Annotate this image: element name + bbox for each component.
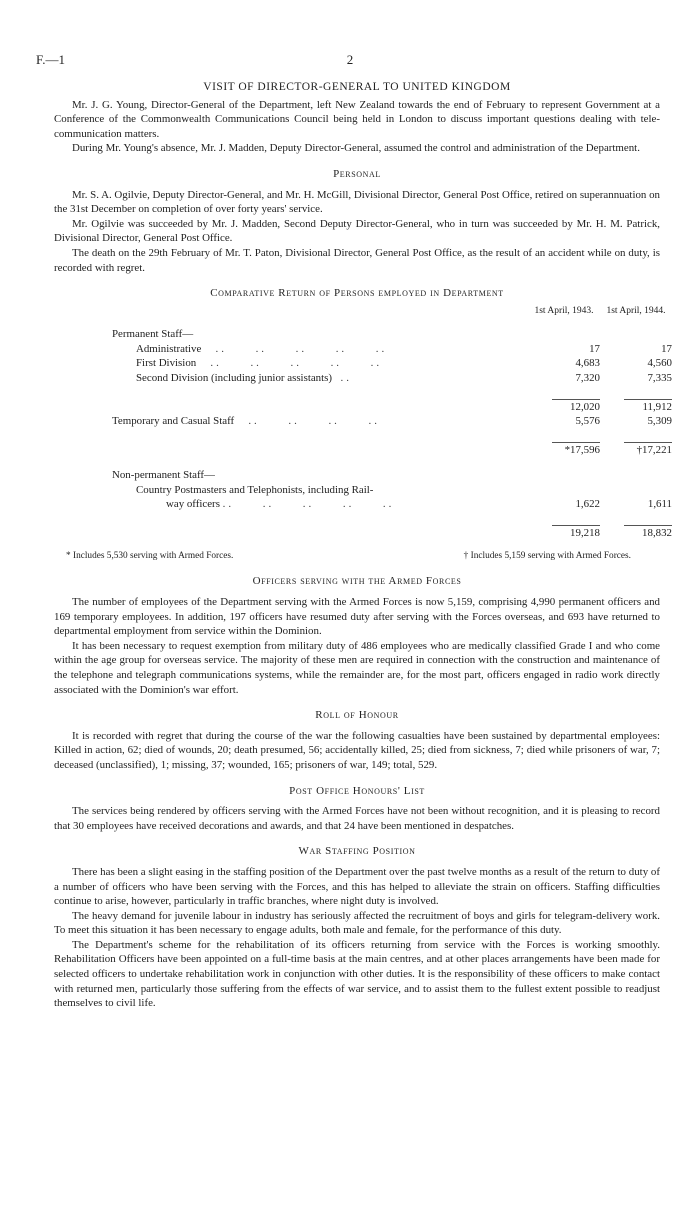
leader-dots: .. bbox=[334, 371, 352, 384]
section-heading-personal: Personal bbox=[333, 167, 381, 180]
leader-dots: .. .. .. .. .. bbox=[204, 342, 388, 355]
table-row bbox=[112, 497, 672, 512]
paragraph: The number of employees of the Department serving with the Armed Forces is now 5,159, comprising 4,990 permanent officers and 169 temporary employees. In addition, 197 officers have resumed duty after serving with the Forces overseas, and 693 have returned to departmental employment from service within the Dominion. bbox=[54, 596, 660, 638]
row-label: Non-permanent Staff— bbox=[112, 469, 215, 482]
cell-value: *17,596 bbox=[564, 444, 600, 457]
page-number: 2 bbox=[346, 52, 354, 67]
row-label: Country Postmasters and Telephonists, including Rail- bbox=[136, 483, 374, 496]
cell-value: 4,560 bbox=[647, 357, 672, 370]
row-label: Second Division (including junior assistants) bbox=[136, 371, 333, 384]
paragraph: The services being rendered by officers serving with the Armed Forces have not been without recognition, and it is pleasing to record that 30 employees have received decorations and awards, and that 24 have been mentioned in despatches. bbox=[54, 805, 660, 832]
table-row bbox=[112, 443, 672, 458]
table-row bbox=[112, 400, 672, 415]
paragraph: During Mr. Young's absence, Mr. J. Madden, Deputy Director-General, assumed the control and administration of the Department. bbox=[72, 142, 640, 155]
cell-value: 5,576 bbox=[575, 415, 600, 428]
cell-value: 11,912 bbox=[642, 400, 672, 413]
section-heading-armed-forces: Officers serving with the Armed Forces bbox=[252, 575, 462, 588]
section-heading-war-staffing: War Staffing Position bbox=[298, 845, 416, 858]
cell-value: 7,320 bbox=[575, 371, 600, 384]
staff-return-table bbox=[112, 303, 672, 541]
footnote: † Includes 5,159 serving with Armed Forces. bbox=[463, 550, 631, 561]
table-row bbox=[112, 414, 672, 429]
paragraph: There has been a slight easing in the staffing position of the Department over the past twelve months as a result of the return to duty of a number of officers who have been serving with the Forces, and this has helped to alleviate the strain on officers. Staffing difficulties continue to arise, however, particularly in traffic branches, where night duty is involved. bbox=[54, 865, 660, 908]
total-rule bbox=[112, 512, 672, 526]
cell-value: 5,309 bbox=[647, 415, 672, 428]
table-row bbox=[112, 356, 672, 371]
paragraph: The death on the 29th February of Mr. T. Paton, Divisional Director, General Post Office, as the result of an accident while on duty, is recorded with regret. bbox=[54, 246, 660, 274]
page-body bbox=[54, 80, 672, 1011]
cell-value: 1,611 bbox=[647, 498, 672, 511]
row-label: First Division bbox=[136, 357, 197, 370]
table-header-row bbox=[112, 303, 672, 317]
paragraph: It has been necessary to request exemption from military duty of 486 employees who are medically classified Grade I and who come within the age group for overseas service. The majority of these men are required in connection with the construction and maintenance of the telephone and telegraph communications systems, while the remainder are, for the most part, officers engaged in radio work directly associated with the Dominion's war effort. bbox=[54, 639, 660, 696]
table-footnotes bbox=[66, 549, 631, 564]
document-reference: F.—1 bbox=[36, 52, 65, 67]
paragraph: It is recorded with regret that during the course of the war the following casualties have been sustained by departmental employees: Killed in action, 62; died of wounds, 20; death presumed, 56; accidentally killed, 25; died from sickness, 7; died while prisoners of war, 7; deceased (unclassified), 1; missing, 37; wounded, 165; prisoners of war, 149; total, 529. bbox=[54, 729, 660, 771]
cell-value: 12,020 bbox=[570, 400, 600, 413]
section-title-visit: VISIT OF DIRECTOR-GENERAL TO UNITED KINGDOM bbox=[203, 81, 511, 93]
cell-value: 4,683 bbox=[575, 357, 600, 370]
paragraph: Mr. S. A. Ogilvie, Deputy Director-General, and Mr. H. McGill, Divisional Director, General Post Office, retired on superannuation on the 31st December on completion of over forty years' service. bbox=[54, 188, 660, 216]
paragraph: The heavy demand for juvenile labour in industry has seriously affected the recruitment of boys and girls for telegram-delivery work. To meet this situation it has been necessary to engage adults, both male and female, for the performance of this duty. bbox=[54, 909, 660, 937]
row-label: way officers bbox=[166, 498, 220, 511]
cell-value: 17 bbox=[661, 342, 672, 355]
paragraph: The Department's scheme for the rehabilitation of its officers returning from service with the Forces is working smoothly. Rehabilitation Officers have been appointed on a full-time basis at the main centres, and at other places arrangements have been made for selected officers to undertake rehabilitation work in conjunction with other duties. It is the responsibility of these officers to make contact with returned men, particularly those suffering from the effects of war service, and to assist them to the fullest extent possible to readjust themselves to civil life. bbox=[54, 938, 660, 1010]
table-row bbox=[112, 468, 672, 483]
leader-dots: .. .. .. .. bbox=[236, 415, 380, 428]
page-header bbox=[36, 52, 664, 72]
row-label: Administrative bbox=[136, 342, 202, 355]
row-label: Temporary and Casual Staff bbox=[112, 415, 235, 428]
leader-dots: .. .. .. .. .. bbox=[222, 498, 395, 511]
cell-value: 1,622 bbox=[575, 498, 600, 511]
footnote: * Includes 5,530 serving with Armed Forces. bbox=[66, 550, 234, 561]
section-heading-roll-of-honour: Roll of Honour bbox=[315, 709, 399, 722]
table-row bbox=[112, 483, 672, 498]
paragraph: Mr. J. G. Young, Director-General of the Department, left New Zealand towards the end of February to represent Government at a Conference of the Commonwealth Communications Council being held in London to discuss important questions dealing with tele-communication matters. bbox=[54, 98, 660, 140]
cell-value: 19,218 bbox=[570, 527, 600, 540]
cell-value: 17 bbox=[589, 342, 600, 355]
cell-value: 7,335 bbox=[647, 371, 672, 384]
column-header-1943: 1st April, 1943. bbox=[534, 306, 594, 317]
leader-dots: .. .. .. .. .. bbox=[198, 357, 383, 370]
section-heading-honours-list: Post Office Honours' List bbox=[289, 784, 425, 797]
column-header-1944: 1st April, 1944. bbox=[606, 306, 666, 317]
total-rule bbox=[112, 429, 672, 443]
section-heading-return: Comparative Return of Persons employed in Department bbox=[210, 287, 504, 300]
cell-value: †17,221 bbox=[636, 444, 672, 457]
table-row bbox=[112, 526, 672, 541]
row-label: Permanent Staff— bbox=[112, 328, 194, 341]
table-row bbox=[112, 342, 672, 357]
total-rule bbox=[112, 385, 672, 399]
paragraph: Mr. Ogilvie was succeeded by Mr. J. Madden, Second Deputy Director-General, who in turn was succeeded by Mr. H. M. Patrick, Divisional Director, General Post Office. bbox=[54, 217, 660, 245]
cell-value: 18,832 bbox=[642, 527, 672, 540]
table-row bbox=[112, 371, 672, 386]
table-row bbox=[112, 327, 672, 342]
